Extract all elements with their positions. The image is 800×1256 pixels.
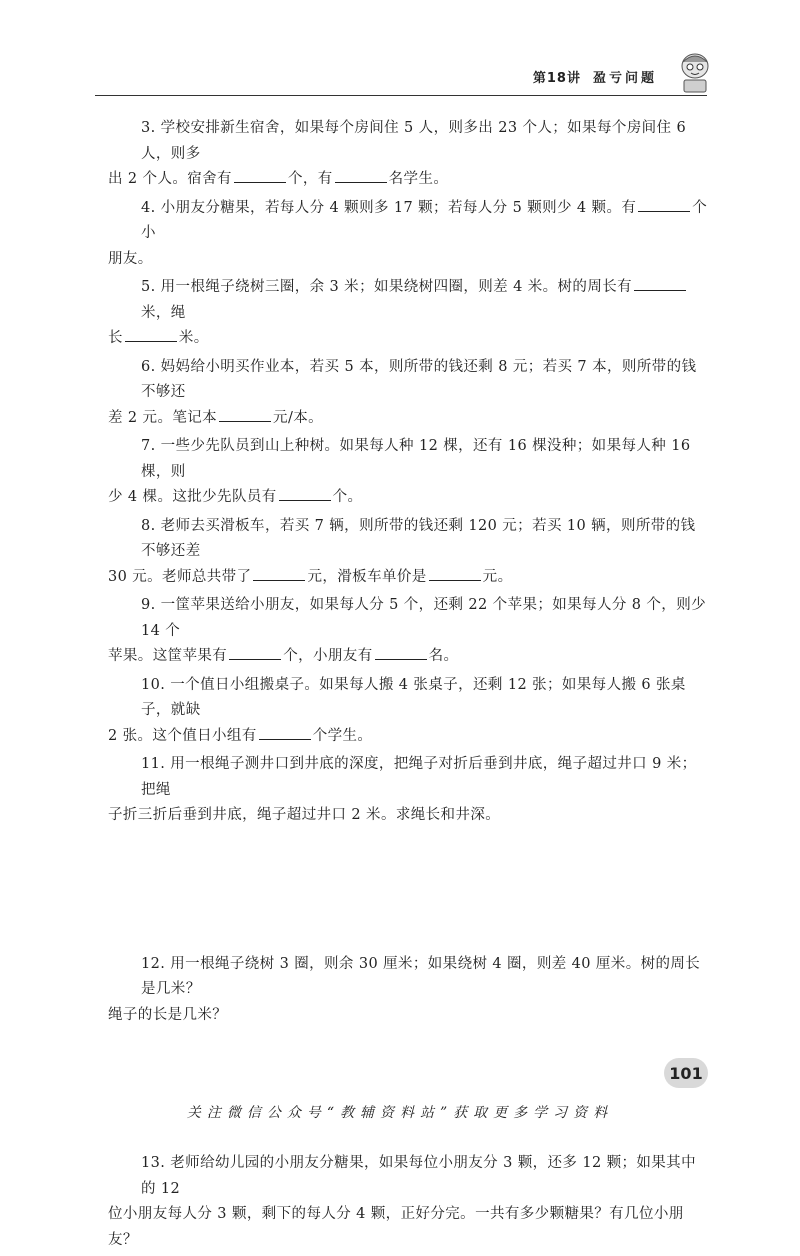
text: 元，滑板车单价是 xyxy=(307,568,427,585)
text: 个，有 xyxy=(287,171,333,187)
problem-line: 13. 老师给幼儿园的小朋友分糖果，如果每位小朋友分 3 颗，还多 12 颗；如果其中的 12 xyxy=(141,1155,696,1197)
problem-line xyxy=(108,644,710,670)
mascot-icon xyxy=(678,50,712,94)
problem-line xyxy=(108,167,710,193)
problem-line: 位小朋友每人分 3 颗，剩下的每人分 4 颗，正好分完。一共有多少颗糖果？有几位小朋友？ xyxy=(108,1206,684,1248)
header-rule xyxy=(95,95,707,96)
problem-line: 9. 一筐苹果送给小朋友，如果每人分 5 个，还剩 22 个苹果；如果每人分 8 个，则少 14 个 xyxy=(141,597,706,639)
text: 个小 xyxy=(141,199,708,241)
text: 出 2 个人。宿舍有 xyxy=(108,171,232,187)
answer-space[interactable] xyxy=(122,832,710,952)
problem-10 xyxy=(108,673,710,750)
text: 个学生。 xyxy=(312,727,373,744)
text: 少 4 棵。这批少先队员有 xyxy=(108,489,277,505)
problem-line xyxy=(108,326,710,352)
text: 2 张。这个值日小组有 xyxy=(108,727,257,744)
answer-blank[interactable] xyxy=(259,725,311,740)
problem-line: 朋友。 xyxy=(108,250,153,267)
problem-line: 绳子的长是几米？ xyxy=(108,1006,228,1023)
problem-5 xyxy=(108,275,710,352)
text: 名。 xyxy=(428,648,459,664)
problem-9 xyxy=(108,593,710,670)
answer-blank[interactable] xyxy=(219,407,271,422)
problem-list xyxy=(108,116,710,1256)
problem-line xyxy=(108,565,710,591)
problem-4 xyxy=(108,196,710,273)
text: 元/本。 xyxy=(273,409,324,426)
problem-13 xyxy=(108,1151,710,1253)
problem-7 xyxy=(108,434,710,511)
answer-blank[interactable] xyxy=(125,327,177,342)
problem-line: 7. 一些少先队员到山上种树。如果每人种 12 棵，还有 16 棵没种；如果每人种 16 棵，则 xyxy=(141,438,691,480)
text: 个。 xyxy=(332,489,363,505)
text: 苹果。这筐苹果有 xyxy=(108,648,228,664)
answer-blank[interactable] xyxy=(429,566,481,581)
answer-blank[interactable] xyxy=(634,276,686,291)
text: 米。 xyxy=(178,330,209,346)
answer-blank[interactable] xyxy=(253,566,305,581)
problem-11 xyxy=(108,752,710,829)
lesson-number: 第18讲 xyxy=(532,70,581,86)
problem-line: 3. 学校安排新生宿舍，如果每个房间住 5 人，则多出 23 个人；如果每个房间住 6 人，则多 xyxy=(141,120,687,162)
problem-6 xyxy=(108,355,710,432)
problem-line xyxy=(108,485,710,511)
answer-blank[interactable] xyxy=(638,197,690,212)
answer-blank[interactable] xyxy=(335,168,387,183)
problem-8 xyxy=(108,514,710,591)
text: 差 2 元。笔记本 xyxy=(108,409,218,426)
answer-blank[interactable] xyxy=(279,486,331,501)
problem-line xyxy=(122,196,710,247)
problem-line: 11. 用一根绳子测井口到井底的深度，把绳子对折后垂到井底，绳子超过井口 9 米；把绳 xyxy=(141,756,697,798)
problem-line: 子折三折后垂到井底，绳子超过井口 2 米。求绳长和井深。 xyxy=(108,807,501,823)
text: 5. 用一根绳子绕树三圈，余 3 米；如果绕树四圈，则差 4 米。树的周长有 xyxy=(141,279,633,295)
problem-line xyxy=(108,724,710,750)
text: 米，绳 xyxy=(141,304,186,321)
problem-12 xyxy=(108,952,710,1029)
text: 长 xyxy=(108,330,123,346)
text: 30 元。老师总共带了 xyxy=(108,568,252,585)
problem-line xyxy=(108,406,710,432)
problem-line: 8. 老师去买滑板车，若买 7 辆，则所带的钱还剩 120 元；若买 10 辆，则所带的钱不够还差 xyxy=(141,517,696,559)
problem-line xyxy=(122,275,710,326)
page-number: 101 xyxy=(664,1058,708,1088)
answer-space[interactable] xyxy=(122,1031,710,1151)
problem-line: 12. 用一根绳子绕树 3 圈，则余 30 厘米；如果绕树 4 圈，则差 40 厘米。树的周长是几米？ xyxy=(141,955,701,997)
text: 元。 xyxy=(482,568,513,585)
answer-blank[interactable] xyxy=(234,168,286,183)
problem-3 xyxy=(108,116,710,193)
problem-line: 6. 妈妈给小明买作业本，若买 5 本，则所带的钱还剩 8 元；若买 7 本，则所带的钱不够还 xyxy=(141,358,697,400)
text: 名学生。 xyxy=(388,171,449,187)
answer-blank[interactable] xyxy=(229,645,281,660)
problem-line: 10. 一个值日小组搬桌子。如果每人搬 4 张桌子，还剩 12 张；如果每人搬 6 张桌子，就缺 xyxy=(141,676,686,718)
text: 个，小朋友有 xyxy=(283,648,373,664)
answer-blank[interactable] xyxy=(375,645,427,660)
text: 4. 小朋友分糖果，若每人分 4 颗则多 17 颗；若每人分 5 颗则少 4 颗。有 xyxy=(141,199,637,216)
footer-note: 关注微信公众号“教辅资料站”获取更多学习资料 xyxy=(186,1105,614,1121)
lesson-topic: 盈亏问题 xyxy=(592,70,657,86)
